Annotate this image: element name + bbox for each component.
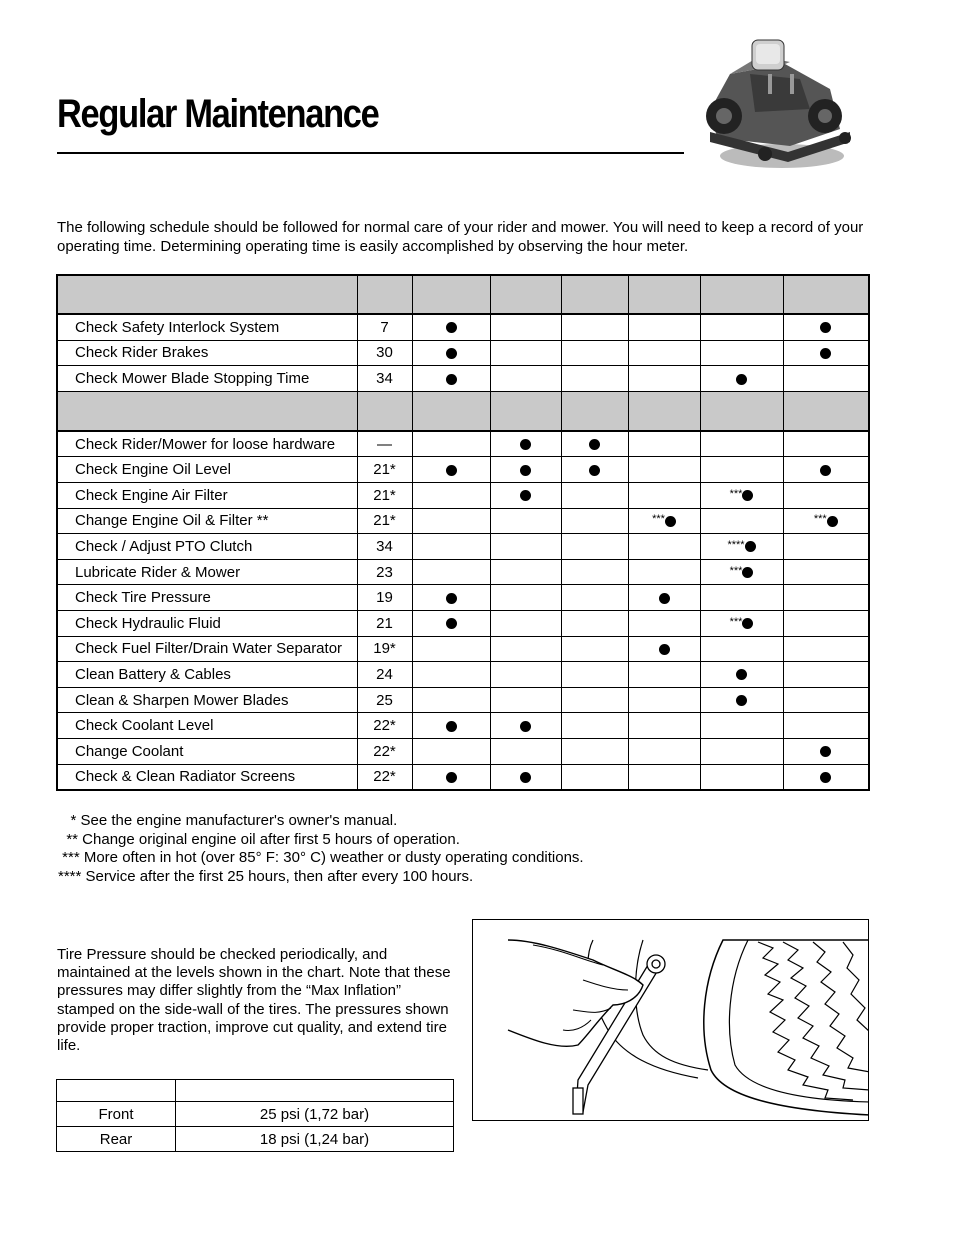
interval-cell bbox=[561, 713, 628, 739]
intro-paragraph: The following schedule should be followed for normal care of your rider and mower. You will need to keep a record of your operating time. Determining operating time is easily accomplished by observing the hour meter. bbox=[57, 219, 864, 255]
interval-cell bbox=[628, 314, 700, 340]
schedule-dot-icon bbox=[745, 541, 756, 552]
schedule-dot-icon bbox=[446, 322, 457, 333]
schedule-section-header bbox=[57, 391, 869, 431]
asterisk-note: *** bbox=[729, 487, 743, 500]
task-cell: Check Fuel Filter/Drain Water Separator bbox=[57, 636, 357, 662]
schedule-dot-icon bbox=[446, 348, 457, 359]
interval-cell bbox=[628, 559, 700, 585]
tire-pressure-cell: 18 psi (1,24 bar) bbox=[176, 1127, 454, 1152]
interval-cell bbox=[490, 508, 561, 534]
page-cell: 21* bbox=[357, 482, 412, 508]
schedule-dot-icon bbox=[820, 322, 831, 333]
header-cell bbox=[628, 391, 700, 431]
table-row bbox=[57, 713, 869, 739]
interval-cell bbox=[628, 431, 700, 457]
interval-cell bbox=[783, 662, 869, 688]
interval-cell bbox=[490, 764, 561, 790]
interval-cell bbox=[561, 534, 628, 560]
task-cell: Check Mower Blade Stopping Time bbox=[57, 366, 357, 392]
schedule-dot-icon bbox=[659, 593, 670, 604]
asterisk-note: *** bbox=[729, 615, 743, 628]
page-cell: 34 bbox=[357, 366, 412, 392]
schedule-dot-icon bbox=[659, 644, 670, 655]
interval-cell bbox=[783, 457, 869, 483]
task-cell: Clean Battery & Cables bbox=[57, 662, 357, 688]
table-row bbox=[57, 738, 869, 764]
task-cell: Check Rider/Mower for loose hardware bbox=[57, 431, 357, 457]
table-row bbox=[57, 457, 869, 483]
schedule-dot-icon bbox=[736, 695, 747, 706]
asterisk-note: *** bbox=[813, 513, 827, 526]
interval-cell bbox=[561, 508, 628, 534]
schedule-dot-icon bbox=[446, 721, 457, 732]
header-cell bbox=[490, 275, 561, 314]
header-cell bbox=[57, 275, 357, 314]
interval-cell bbox=[490, 610, 561, 636]
schedule-dot-icon bbox=[446, 618, 457, 629]
interval-cell bbox=[700, 534, 783, 560]
interval-cell bbox=[783, 738, 869, 764]
task-cell: Check Tire Pressure bbox=[57, 585, 357, 611]
task-cell: Lubricate Rider & Mower bbox=[57, 559, 357, 585]
table-row bbox=[57, 314, 869, 340]
schedule-dot-icon bbox=[736, 669, 747, 680]
tire-table-header-row bbox=[57, 1080, 454, 1102]
header-cell bbox=[561, 275, 628, 314]
schedule-dot-icon bbox=[446, 374, 457, 385]
table-row bbox=[57, 636, 869, 662]
interval-cell bbox=[700, 610, 783, 636]
interval-cell bbox=[783, 585, 869, 611]
interval-cell bbox=[628, 366, 700, 392]
header-cell bbox=[490, 391, 561, 431]
interval-cell bbox=[412, 559, 490, 585]
interval-cell bbox=[490, 366, 561, 392]
interval-cell bbox=[561, 636, 628, 662]
schedule-dot-icon bbox=[736, 374, 747, 385]
task-cell: Check Engine Air Filter bbox=[57, 482, 357, 508]
interval-cell bbox=[628, 687, 700, 713]
interval-cell bbox=[628, 713, 700, 739]
task-cell: Change Engine Oil & Filter ** bbox=[57, 508, 357, 534]
schedule-dot-icon bbox=[742, 567, 753, 578]
page-cell: — bbox=[357, 431, 412, 457]
interval-cell bbox=[783, 610, 869, 636]
interval-cell bbox=[561, 559, 628, 585]
interval-cell bbox=[783, 508, 869, 534]
schedule-section-header bbox=[57, 275, 869, 314]
footnotes bbox=[58, 812, 584, 886]
table-row bbox=[57, 585, 869, 611]
interval-cell bbox=[412, 457, 490, 483]
page-cell: 7 bbox=[357, 314, 412, 340]
schedule-dot-icon bbox=[820, 348, 831, 359]
interval-cell bbox=[783, 764, 869, 790]
header-cell bbox=[700, 391, 783, 431]
header-cell bbox=[357, 275, 412, 314]
table-row bbox=[57, 508, 869, 534]
interval-cell bbox=[783, 534, 869, 560]
interval-cell bbox=[412, 738, 490, 764]
interval-cell bbox=[412, 585, 490, 611]
interval-cell bbox=[700, 636, 783, 662]
interval-cell bbox=[490, 585, 561, 611]
interval-cell bbox=[490, 713, 561, 739]
page-cell: 23 bbox=[357, 559, 412, 585]
interval-cell bbox=[700, 764, 783, 790]
page-cell: 24 bbox=[357, 662, 412, 688]
interval-cell bbox=[561, 457, 628, 483]
interval-cell bbox=[561, 314, 628, 340]
interval-cell bbox=[700, 482, 783, 508]
interval-cell bbox=[700, 585, 783, 611]
interval-cell bbox=[412, 687, 490, 713]
interval-cell bbox=[490, 738, 561, 764]
schedule-dot-icon bbox=[742, 490, 753, 501]
table-row bbox=[57, 559, 869, 585]
table-row bbox=[57, 431, 869, 457]
interval-cell bbox=[628, 482, 700, 508]
schedule-dot-icon bbox=[742, 618, 753, 629]
interval-cell bbox=[628, 534, 700, 560]
task-cell: Check / Adjust PTO Clutch bbox=[57, 534, 357, 560]
interval-cell bbox=[700, 340, 783, 366]
task-cell: Check Hydraulic Fluid bbox=[57, 610, 357, 636]
schedule-dot-icon bbox=[446, 465, 457, 476]
table-row bbox=[57, 366, 869, 392]
interval-cell bbox=[561, 687, 628, 713]
schedule-dot-icon bbox=[589, 465, 600, 476]
page-cell: 25 bbox=[357, 687, 412, 713]
schedule-dot-icon bbox=[520, 490, 531, 501]
interval-cell bbox=[412, 764, 490, 790]
interval-cell bbox=[412, 431, 490, 457]
task-cell: Check & Clean Radiator Screens bbox=[57, 764, 357, 790]
page-cell: 22* bbox=[357, 764, 412, 790]
page-cell: 34 bbox=[357, 534, 412, 560]
header-cell bbox=[357, 391, 412, 431]
asterisk-note: *** bbox=[652, 513, 665, 526]
tire-pressure-paragraph: Tire Pressure should be checked periodically, and maintained at the levels shown in the chart. Note that these pressures may differ slightly from the “Max Inflation” stamped on the side-wall of the tires. The pressures shown provide proper traction, improve cut quality, and extend tire life. bbox=[57, 946, 451, 1055]
asterisk-note: **** bbox=[727, 538, 745, 551]
header-cell bbox=[628, 275, 700, 314]
header-cell bbox=[412, 275, 490, 314]
interval-cell bbox=[783, 340, 869, 366]
interval-cell bbox=[783, 366, 869, 392]
page-cell: 19* bbox=[357, 636, 412, 662]
interval-cell bbox=[490, 314, 561, 340]
interval-cell bbox=[628, 764, 700, 790]
interval-cell bbox=[412, 366, 490, 392]
interval-cell bbox=[700, 738, 783, 764]
interval-cell bbox=[561, 340, 628, 366]
header-cell bbox=[700, 275, 783, 314]
header-cell bbox=[783, 391, 869, 431]
interval-cell bbox=[490, 340, 561, 366]
task-cell: Check Safety Interlock System bbox=[57, 314, 357, 340]
tire-pressure-cell: 25 psi (1,72 bar) bbox=[176, 1102, 454, 1127]
schedule-dot-icon bbox=[520, 772, 531, 783]
footnote-line: *** More often in hot (over 85° F: 30° C) weather or dusty operating conditions. bbox=[58, 849, 584, 866]
interval-cell bbox=[412, 636, 490, 662]
interval-cell bbox=[628, 662, 700, 688]
interval-cell bbox=[490, 534, 561, 560]
schedule-dot-icon bbox=[520, 721, 531, 732]
tire-pressure-table bbox=[56, 1079, 454, 1152]
tire-gauge-illustration-frame bbox=[472, 919, 869, 1121]
task-cell: Check Rider Brakes bbox=[57, 340, 357, 366]
interval-cell bbox=[700, 457, 783, 483]
header-cell bbox=[412, 391, 490, 431]
interval-cell bbox=[783, 636, 869, 662]
tire-row bbox=[57, 1102, 454, 1127]
interval-cell bbox=[783, 431, 869, 457]
interval-cell bbox=[561, 738, 628, 764]
task-cell: Change Coolant bbox=[57, 738, 357, 764]
table-row bbox=[57, 764, 869, 790]
interval-cell bbox=[628, 340, 700, 366]
schedule-dot-icon bbox=[520, 439, 531, 450]
interval-cell bbox=[700, 559, 783, 585]
table-row bbox=[57, 687, 869, 713]
interval-cell bbox=[628, 610, 700, 636]
schedule-dot-icon bbox=[589, 439, 600, 450]
title-rule bbox=[57, 152, 684, 154]
interval-cell bbox=[628, 636, 700, 662]
table-row bbox=[57, 610, 869, 636]
page-cell: 21 bbox=[357, 610, 412, 636]
interval-cell bbox=[490, 662, 561, 688]
schedule-dot-icon bbox=[820, 746, 831, 757]
schedule-dot-icon bbox=[827, 516, 838, 527]
schedule-dot-icon bbox=[446, 593, 457, 604]
interval-cell bbox=[628, 738, 700, 764]
tire-header-cell bbox=[57, 1080, 176, 1102]
interval-cell bbox=[628, 508, 700, 534]
page-cell: 30 bbox=[357, 340, 412, 366]
page-cell: 19 bbox=[357, 585, 412, 611]
header-cell bbox=[783, 275, 869, 314]
interval-cell bbox=[490, 559, 561, 585]
interval-cell bbox=[561, 366, 628, 392]
page-title: Regular Maintenance bbox=[57, 92, 379, 136]
table-row bbox=[57, 340, 869, 366]
interval-cell bbox=[412, 713, 490, 739]
interval-cell bbox=[490, 636, 561, 662]
maintenance-schedule-table bbox=[56, 274, 870, 791]
interval-cell bbox=[783, 559, 869, 585]
interval-cell bbox=[412, 662, 490, 688]
interval-cell bbox=[490, 482, 561, 508]
task-cell: Check Coolant Level bbox=[57, 713, 357, 739]
schedule-dot-icon bbox=[446, 772, 457, 783]
interval-cell bbox=[561, 585, 628, 611]
asterisk-note: *** bbox=[729, 564, 743, 577]
tire-header-cell bbox=[176, 1080, 454, 1102]
schedule-dot-icon bbox=[820, 772, 831, 783]
footnote-line: ** Change original engine oil after first 5 hours of operation. bbox=[58, 830, 460, 848]
task-cell: Clean & Sharpen Mower Blades bbox=[57, 687, 357, 713]
interval-cell bbox=[628, 457, 700, 483]
interval-cell bbox=[783, 713, 869, 739]
header-cell bbox=[57, 391, 357, 431]
interval-cell bbox=[412, 340, 490, 366]
interval-cell bbox=[561, 610, 628, 636]
interval-cell bbox=[700, 662, 783, 688]
interval-cell bbox=[561, 431, 628, 457]
interval-cell bbox=[700, 314, 783, 340]
tire-position-cell: Rear bbox=[57, 1127, 176, 1152]
interval-cell bbox=[700, 687, 783, 713]
schedule-dot-icon bbox=[520, 465, 531, 476]
interval-cell bbox=[412, 314, 490, 340]
tire-gauge-illustration bbox=[473, 920, 869, 1121]
interval-cell bbox=[412, 508, 490, 534]
interval-cell bbox=[561, 662, 628, 688]
footnote-line: **** Service after the first 25 hours, then after every 100 hours. bbox=[58, 867, 474, 885]
page-cell: 22* bbox=[357, 713, 412, 739]
interval-cell bbox=[412, 610, 490, 636]
interval-cell bbox=[783, 687, 869, 713]
interval-cell bbox=[628, 585, 700, 611]
interval-cell bbox=[412, 482, 490, 508]
page-cell: 22* bbox=[357, 738, 412, 764]
interval-cell bbox=[783, 314, 869, 340]
footnote-line: * See the engine manufacturer's owner's manual. bbox=[58, 812, 398, 829]
header-cell bbox=[561, 391, 628, 431]
interval-cell bbox=[783, 482, 869, 508]
page-cell: 21* bbox=[357, 457, 412, 483]
schedule-dot-icon bbox=[820, 465, 831, 476]
table-row bbox=[57, 482, 869, 508]
interval-cell bbox=[700, 366, 783, 392]
tire-position-cell: Front bbox=[57, 1102, 176, 1127]
interval-cell bbox=[561, 482, 628, 508]
interval-cell bbox=[700, 713, 783, 739]
task-cell: Check Engine Oil Level bbox=[57, 457, 357, 483]
table-row bbox=[57, 534, 869, 560]
page-cell: 21* bbox=[357, 508, 412, 534]
interval-cell bbox=[561, 764, 628, 790]
mower-illustration bbox=[690, 34, 862, 174]
interval-cell bbox=[490, 431, 561, 457]
tire-row bbox=[57, 1127, 454, 1152]
interval-cell bbox=[700, 431, 783, 457]
table-row bbox=[57, 662, 869, 688]
interval-cell bbox=[700, 508, 783, 534]
schedule-dot-icon bbox=[665, 516, 676, 527]
interval-cell bbox=[490, 687, 561, 713]
interval-cell bbox=[490, 457, 561, 483]
interval-cell bbox=[412, 534, 490, 560]
